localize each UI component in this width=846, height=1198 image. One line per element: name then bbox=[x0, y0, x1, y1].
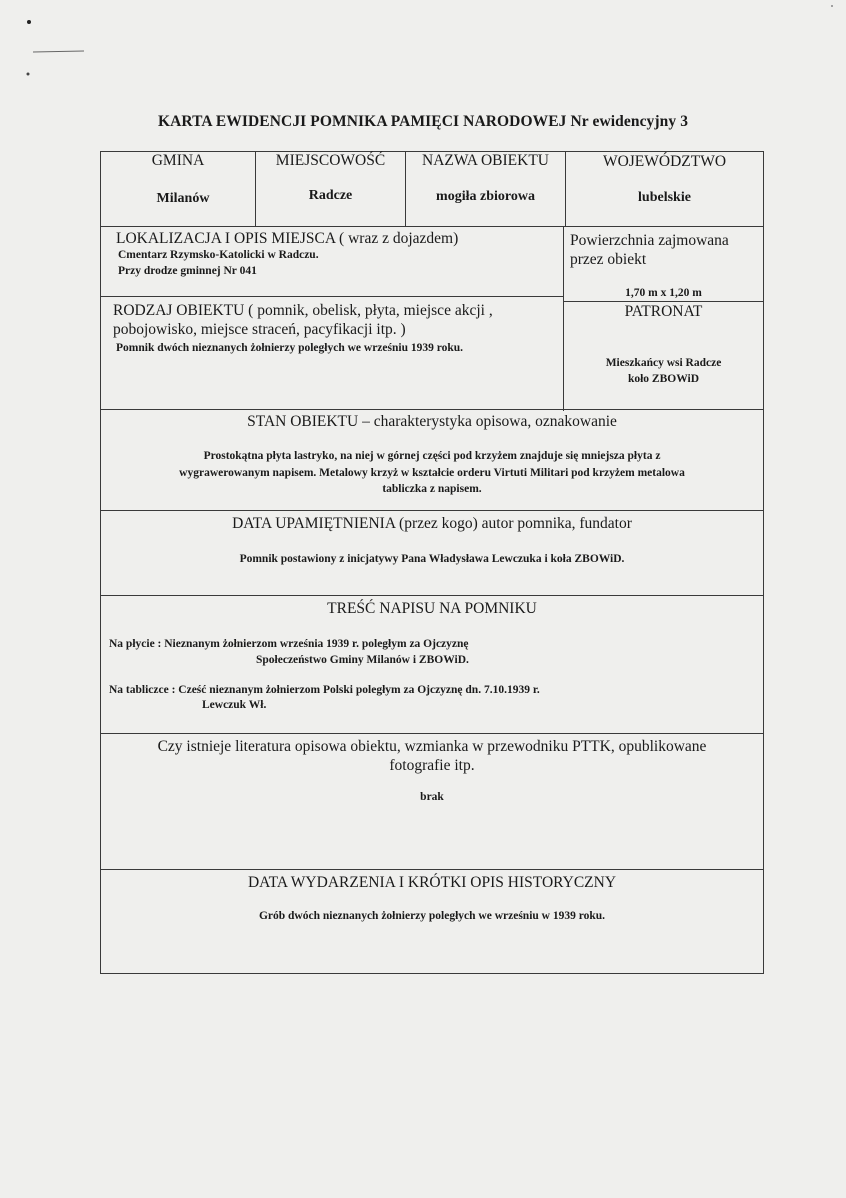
lokalizacja-line-2: Przy drodze gminnej Nr 041 bbox=[118, 265, 257, 277]
literatura-label-2: fotografie itp. bbox=[389, 757, 475, 774]
tresc-tabliczka-line-2: Lewczuk Wł. bbox=[202, 699, 267, 711]
patronat-value-1: Mieszkańcy wsi Radcze bbox=[605, 357, 722, 369]
data-upamietnienia-label: DATA UPAMIĘTNIENIA (przez kogo) autor pomnika, fundator bbox=[232, 515, 632, 532]
patronat-label: PATRONAT bbox=[624, 303, 703, 320]
nazwa-obiektu-value: mogiła zbiorowa bbox=[436, 189, 535, 204]
powierzchnia-label-1: Powierzchnia zajmowana bbox=[570, 232, 729, 249]
wojewodztwo-value: lubelskie bbox=[638, 190, 691, 205]
rodzaj-value: Pomnik dwóch nieznanych żołnierzy poległych we wrześniu 1939 roku. bbox=[116, 342, 464, 354]
rodzaj-label-2: pobojowisko, miejsce straceń, pacyfikacji itp. ) bbox=[113, 321, 406, 338]
stan-line-1: Prostokątna płyta lastryko, na niej w górnej części pod krzyżem znajduje się mniejsza płyta z bbox=[203, 450, 661, 462]
gmina-label: GMINA bbox=[151, 152, 205, 169]
stan-line-3: tabliczka z napisem. bbox=[382, 483, 482, 495]
lokalizacja-line-1: Cmentarz Rzymsko-Katolicki w Radczu. bbox=[118, 249, 319, 261]
miejscowosc-value: Radcze bbox=[308, 188, 353, 203]
patronat-value-2: koło ZBOWiD bbox=[627, 373, 700, 385]
wojewodztwo-label: WOJEWÓDZTWO bbox=[602, 153, 727, 170]
tresc-tabliczka-line-1: Na tabliczce : Cześć nieznanym żołnierzom Polski poległym za Ojczyznę dn. 7.10.1939 r. bbox=[109, 684, 540, 696]
stan-line-2: wygrawerowanym napisem. Metalowy krzyż w kształcie orderu Virtuti Militari pod krzyżem metalowa bbox=[179, 467, 685, 479]
historia-label: DATA WYDARZENIA I KRÓTKI OPIS HISTORYCZNY bbox=[247, 874, 617, 891]
historia-value: Grób dwóch nieznanych żołnierzy poległych we wrześniu w 1939 roku. bbox=[258, 910, 606, 922]
lokalizacja-label: LOKALIZACJA I OPIS MIEJSCA ( wraz z dojazdem) bbox=[116, 230, 459, 247]
tresc-plyta-line-1: Na płycie : Nieznanym żołnierzom września 1939 r. poległym za Ojczyznę bbox=[109, 638, 469, 650]
powierzchnia-label-2: przez obiekt bbox=[570, 251, 647, 268]
rodzaj-label-1: RODZAJ OBIEKTU ( pomnik, obelisk, płyta, miejsce akcji , bbox=[113, 302, 493, 319]
nazwa-obiektu-label: NAZWA OBIEKTU bbox=[422, 152, 549, 169]
document-title: KARTA EWIDENCJI POMNIKA PAMIĘCI NARODOWEJ Nr ewidencyjny 3 bbox=[157, 113, 689, 130]
literatura-value: brak bbox=[420, 791, 444, 803]
tresc-label: TREŚĆ NAPISU NA POMNIKU bbox=[327, 600, 537, 617]
powierzchnia-value: 1,70 m x 1,20 m bbox=[625, 287, 702, 299]
tresc-plyta-line-2: Społeczeństwo Gminy Milanów i ZBOWiD. bbox=[256, 654, 469, 666]
literatura-label-1: Czy istnieje literatura opisowa obiektu, wzmianka w przewodniku PTTK, opublikowane bbox=[157, 738, 707, 755]
stan-label: STAN OBIEKTU – charakterystyka opisowa, oznakowanie bbox=[247, 413, 617, 430]
gmina-value: Milanów bbox=[156, 191, 210, 206]
data-upamietnienia-value: Pomnik postawiony z inicjatywy Pana Władysława Lewczuka i koła ZBOWiD. bbox=[239, 553, 625, 565]
miejscowosc-label: MIEJSCOWOŚĆ bbox=[275, 152, 386, 169]
